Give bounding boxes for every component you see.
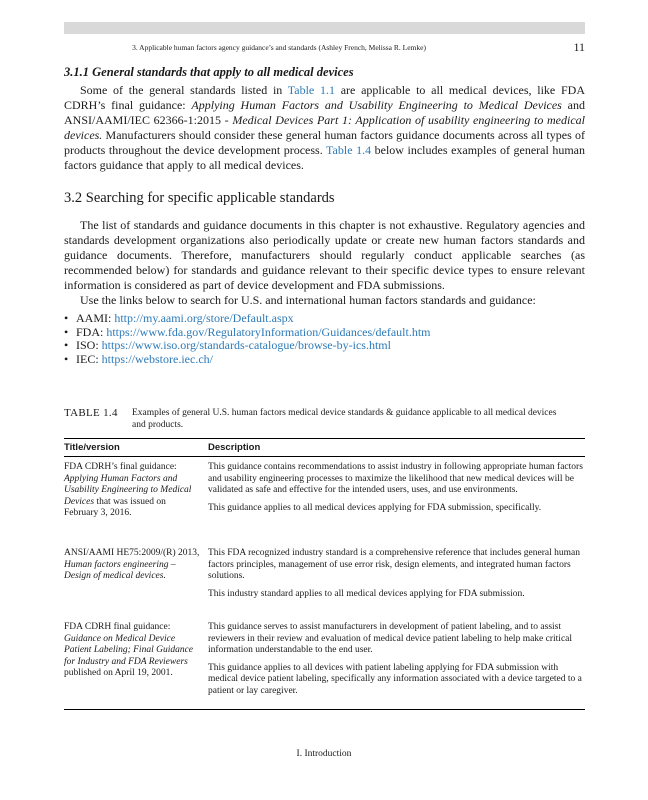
description-para: This guidance applies to all medical devices applying for FDA submission, specifically. xyxy=(208,502,542,513)
description-para: This guidance serves to assist manufacturers in development of patient labeling, and to assist reviewers in their review and evaluation of medical device patient labeling to help make critical information understandable to the end user. xyxy=(208,622,573,656)
table-bottom-rule xyxy=(64,709,585,710)
section-paragraph-1: The list of standards and guidance documents in this chapter is not exhaustive. Regulatory agencies and standards development organizations also periodically update or create new human factors standards and guidance documents. Therefore, manufacturers should regularly conduct applicable searches (as recommended below) for standards and guidance relevant to their specific device types to ensure relevant information is considered as part of device development and FDA submissions. xyxy=(64,218,585,292)
text-run-italic: Applying Human Factors and Usability Engineering to Medical Devices xyxy=(64,473,192,507)
running-head-text: 3. Applicable human factors agency guidance’s and standards (Ashley French, Melissa R. Lemke) xyxy=(132,43,426,52)
list-item: • ISO: https://www.iso.org/standards-catalogue/browse-by-ics.html xyxy=(64,338,391,352)
text-run-italic: Applying Human Factors and Usability Engineering to Medical Devices xyxy=(191,98,562,112)
text-run: and ANSI/AAMI/IEC 62366-1:2015 - xyxy=(64,98,585,127)
row-description xyxy=(208,622,586,698)
description-para: This industry standard applies to all medical devices applying for FDA submission. xyxy=(208,588,525,599)
text-run: published on April 19, 2001. xyxy=(64,668,173,679)
text-run: below includes examples of general human factors guidance that apply to all medical devices. xyxy=(64,143,586,172)
text-run-italic: Human factors engineering – Design of medical devices. xyxy=(64,559,176,582)
text-run: FDA CDRH final guidance: xyxy=(64,622,171,632)
link-list xyxy=(64,312,585,366)
table-1-1-link[interactable]: Table 1.1 xyxy=(287,83,335,97)
subsection-heading: 3.1.1 General standards that apply to all medical devices xyxy=(64,65,354,79)
table-label: TABLE 1.4 xyxy=(64,407,118,419)
description-para: This guidance contains recommendations to assist industry in following appropriate human factors and usability engineering processes to maximize the likelihood that new medical devices will be validated as safe and effective for the intended users, uses, and use environments. xyxy=(208,462,583,496)
col-header-title: Title/version xyxy=(64,442,120,453)
body-content xyxy=(64,64,585,366)
row-description xyxy=(208,548,586,600)
row-title xyxy=(64,548,202,583)
description-para: This FDA recognized industry standard is a comprehensive reference that includes general human factors principles, management of use error risk, design elements, and integrated human factors solutions. xyxy=(208,548,580,582)
row-title xyxy=(64,462,202,520)
row-description xyxy=(208,462,586,514)
list-item: • AAMI: http://my.aami.org/store/Default.aspx xyxy=(64,311,294,325)
col-header-description: Description xyxy=(208,442,261,453)
text-run: are applicable to all medical devices, like FDA CDRH’s final guidance: xyxy=(64,83,585,112)
list-item: • FDA: https://www.fda.gov/RegulatoryInformation/Guidances/default.htm xyxy=(64,324,431,339)
fda-link[interactable]: https://www.fda.gov/RegulatoryInformation/Guidances/default.htm xyxy=(106,324,431,339)
text-run: that was issued on February 3, 2016. xyxy=(64,496,166,519)
section-heading: 3.2 Searching for specific applicable standards xyxy=(64,190,335,206)
text-run: FDA CDRH’s final guidance: xyxy=(64,462,177,472)
link-label: AAMI: xyxy=(76,311,115,325)
text-run: ANSI/AAMI HE75:2009/(R) 2013, xyxy=(64,548,200,558)
table-top-rule xyxy=(64,438,585,439)
link-label: IEC: xyxy=(76,351,102,366)
text-run-italic: Medical Devices Part 1: Application of usability engineering to medical devices. xyxy=(64,113,586,142)
subsection-paragraph xyxy=(64,83,585,173)
link-label: ISO: xyxy=(76,338,102,352)
link-label: FDA: xyxy=(76,324,107,339)
page-number: 11 xyxy=(573,40,585,54)
text-run-italic: Guidance on Medical Device Patient Labeling; Final Guidance for Industry and FDA Reviewers xyxy=(64,633,194,667)
section-paragraph-2: Use the links below to search for U.S. and international human factors standards and guidance: xyxy=(80,293,536,307)
header-bar xyxy=(64,22,585,34)
table-header-rule xyxy=(64,456,585,457)
row-title xyxy=(64,622,202,680)
iso-link[interactable]: https://www.iso.org/standards-catalogue/browse-by-ics.html xyxy=(101,338,391,352)
iec-link[interactable]: https://webstore.iec.ch/ xyxy=(101,351,213,366)
table-1-4-link[interactable]: Table 1.4 xyxy=(326,143,372,157)
text-run: Some of the general standards listed in xyxy=(80,83,288,97)
list-item: • IEC: https://webstore.iec.ch/ xyxy=(64,351,213,366)
table-caption-text: Examples of general U.S. human factors medical device standards & guidance applicable to all medical devices and products. xyxy=(132,408,557,430)
page-footer: I. Introduction xyxy=(296,749,352,759)
description-para: This guidance applies to all devices with patient labeling applying for FDA submission with medical device patient labeling, specifically any information associated with a device targeted to a patient or lay caregiver. xyxy=(208,662,582,696)
aami-link[interactable]: http://my.aami.org/store/Default.aspx xyxy=(114,311,294,325)
text-run: Manufacturers should consider these general human factors guidance documents across all types of products throughout the device development process. xyxy=(64,128,585,157)
running-head xyxy=(64,40,585,54)
